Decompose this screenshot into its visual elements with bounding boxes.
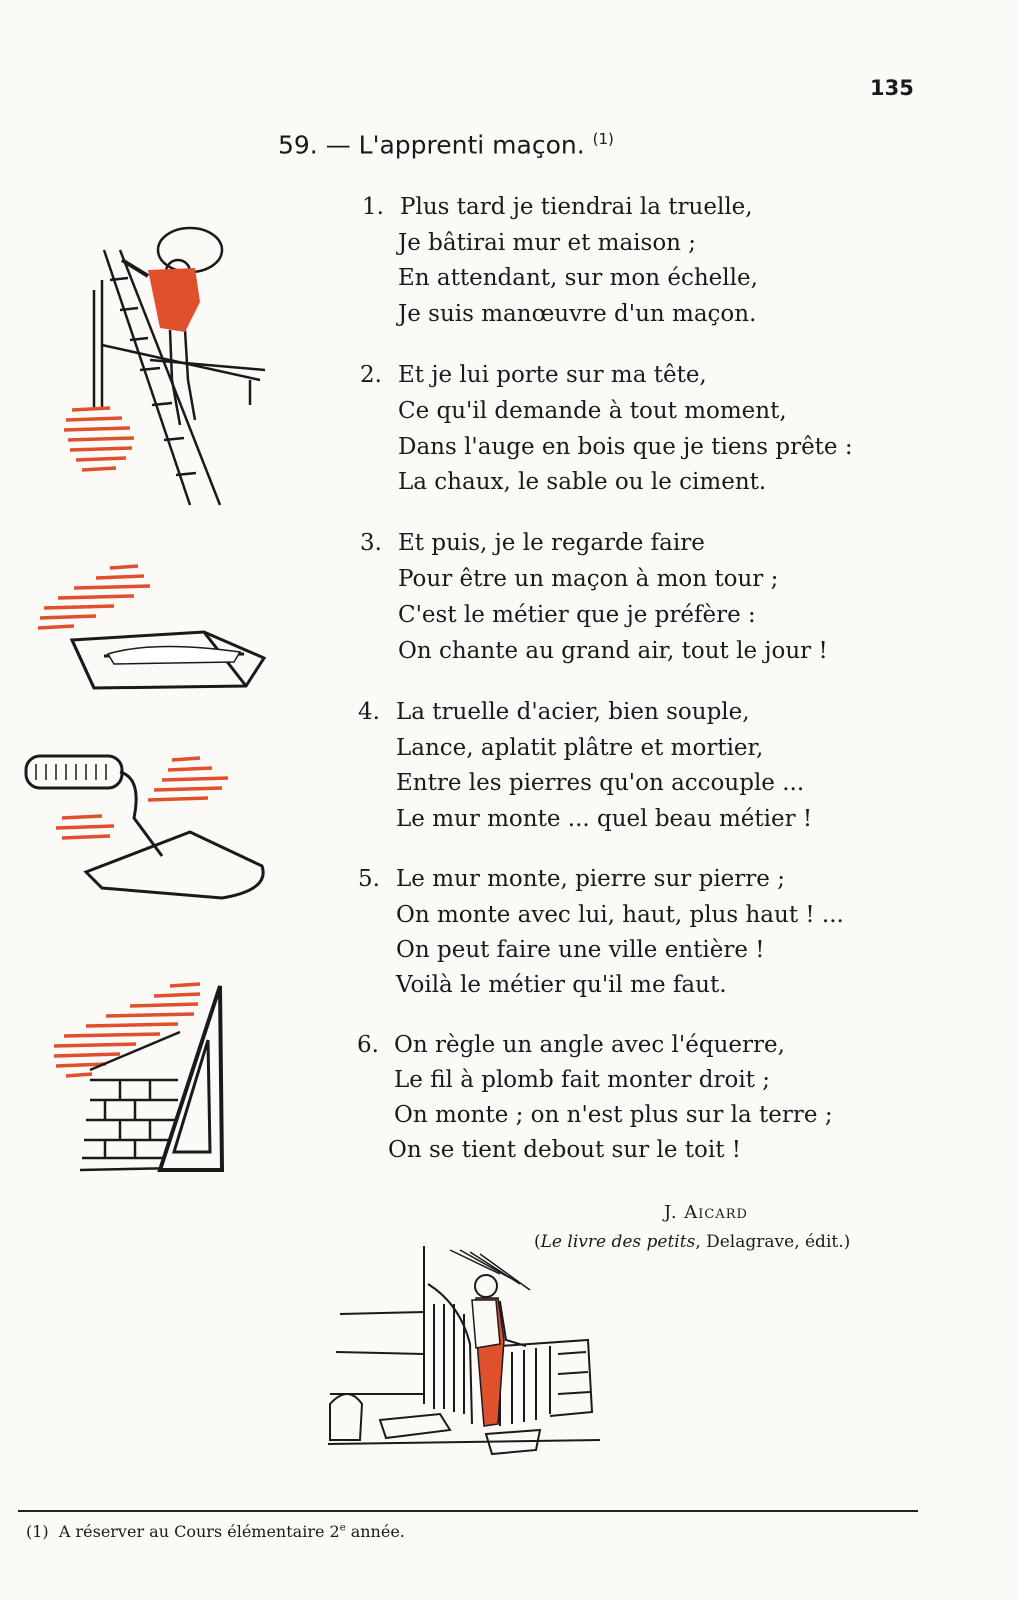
footnote-sup: e — [339, 1522, 346, 1534]
author-initial: J. — [664, 1202, 678, 1223]
verse-line: Ce qu'il demande à tout moment, — [398, 398, 787, 424]
stanza-number: 2. — [360, 362, 382, 388]
verse-line: En attendant, sur mon échelle, — [398, 265, 758, 291]
trowel-illustration — [22, 748, 282, 908]
verse-line: On peut faire une ville entière ! — [396, 937, 765, 963]
verse-line: Pour être un maçon à mon tour ; — [398, 566, 779, 592]
verse-line: Je bâtirai mur et maison ; — [398, 230, 697, 256]
footnote-rule — [18, 1510, 918, 1512]
footnote-text: A réserver au Cours élémentaire 2 — [58, 1522, 340, 1541]
verse-line: On règle un angle avec l'équerre, — [394, 1032, 785, 1058]
verse-line: Lance, aplatit plâtre et mortier, — [396, 735, 764, 761]
square-wall-illustration — [50, 980, 250, 1180]
page-number: 135 — [870, 76, 914, 100]
verse-line: Le mur monte, pierre sur pierre ; — [396, 866, 785, 892]
verse-line: On monte avec lui, haut, plus haut ! ... — [396, 902, 844, 928]
mason-at-wall-illustration — [300, 1244, 620, 1464]
author — [664, 1202, 748, 1223]
verse-line: La chaux, le sable ou le ciment. — [398, 469, 767, 495]
ladder-boy-illustration — [60, 220, 280, 510]
verse-line: Voilà le métier qu'il me faut. — [396, 972, 727, 998]
verse-line: La truelle d'acier, bien souple, — [396, 699, 750, 725]
mortar-trough-illustration — [34, 562, 274, 692]
verse-line: Et je lui porte sur ma tête, — [398, 362, 707, 388]
verse-line: On chante au grand air, tout le jour ! — [398, 638, 828, 664]
verse-line: On monte ; on n'est plus sur la terre ; — [394, 1102, 833, 1128]
footnote — [26, 1522, 405, 1541]
source-publisher: , Delagrave, édit.) — [695, 1232, 851, 1252]
poem-title — [278, 130, 614, 159]
stanza-number: 4. — [358, 699, 380, 725]
footnote-marker: (1) — [26, 1522, 49, 1541]
verse-line: C'est le métier que je préfère : — [398, 602, 756, 628]
verse-line: Le fil à plomb fait monter droit ; — [394, 1067, 770, 1093]
verse-line: Plus tard je tiendrai la truelle, — [400, 194, 753, 220]
verse-line: Entre les pierres qu'on accouple ... — [396, 770, 805, 796]
stanza-number: 1. — [362, 194, 384, 220]
stanza-number: 6. — [357, 1032, 379, 1058]
footnote-tail: année. — [345, 1522, 405, 1541]
source-title: Le livre des petits — [540, 1232, 696, 1252]
stanza-number: 5. — [358, 866, 380, 892]
verse-line: Dans l'auge en bois que je tiens prête : — [398, 434, 853, 460]
verse-line: Le mur monte ... quel beau métier ! — [396, 806, 813, 832]
verse-line: On se tient debout sur le toit ! — [388, 1137, 741, 1163]
title-footnote-ref: (1) — [592, 130, 614, 148]
poem-title-text: 59. — L'apprenti maçon. — [278, 130, 585, 160]
source-citation: (Le livre des petits, Delagrave, édit.) — [534, 1232, 851, 1252]
stanza-number: 3. — [360, 530, 382, 556]
verse-line: Je suis manœuvre d'un maçon. — [398, 301, 757, 327]
author-name: Aicard — [684, 1202, 748, 1223]
verse-line: Et puis, je le regarde faire — [398, 530, 705, 556]
